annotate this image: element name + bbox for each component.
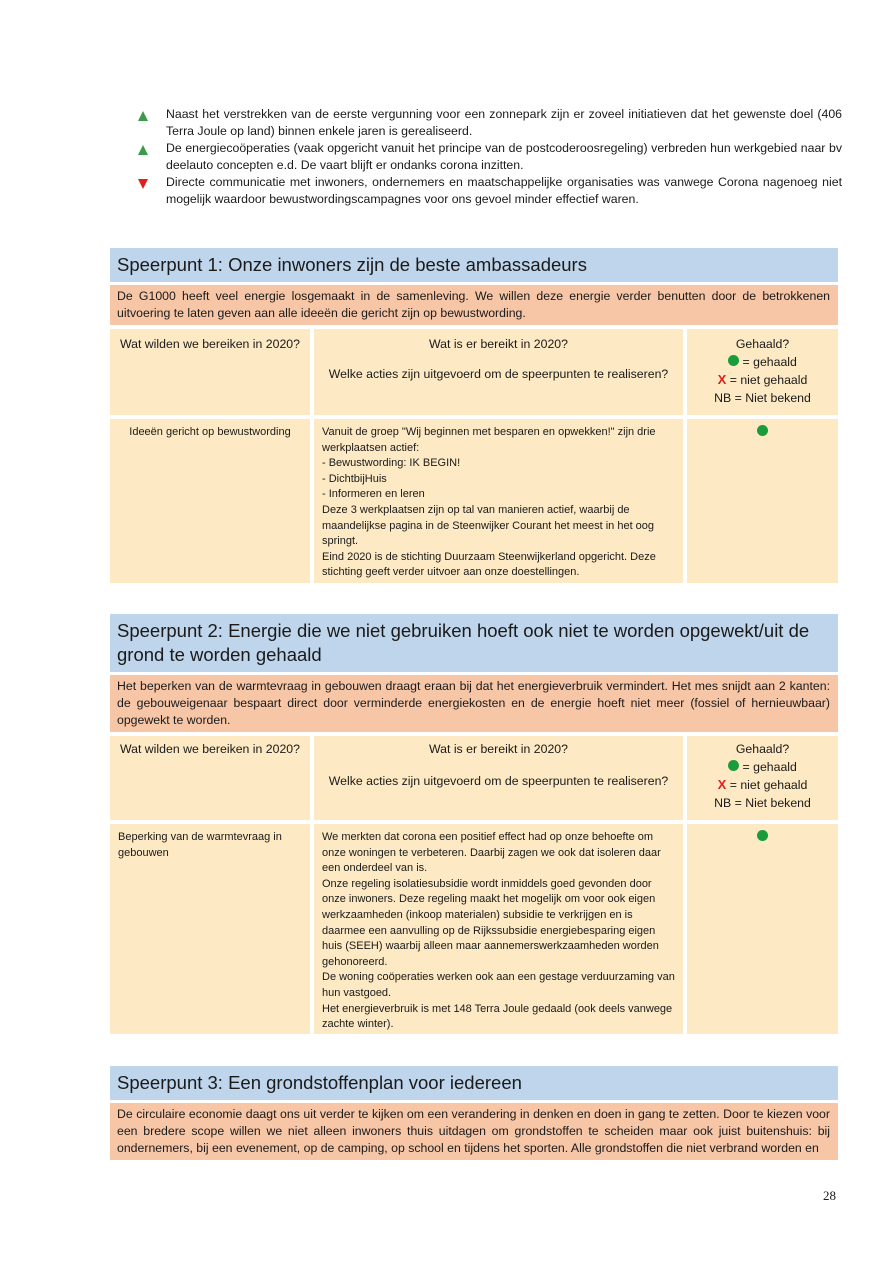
speerpunt-3-intro: De circulaire economie daagt ons uit verder te kijken om een verandering in denken en doen in gang te zetten. Door te kiezen voor een bredere scope willen we niet alleen inwoners thuis uitdagen om grondstoffen te scheiden maar ook juist buitenshuis: bij ondernemers, bij een evenement, op de camping, op school en tijdens het sporten. Alle grondstoffen die niet verbrand worden en [110, 1103, 838, 1160]
header-actions-label: Welke acties zijn uitgevoerd om de speerpunten te realiseren? [328, 367, 669, 381]
achieved-line: - Informeren en leren [322, 488, 425, 501]
red-x-icon: X [717, 372, 727, 387]
bullet-item [136, 106, 842, 140]
legend-achieved: = gehaald [687, 758, 838, 776]
achieved-line: - DichtbijHuis [322, 472, 387, 485]
speerpunt-1-table [110, 329, 838, 583]
legend-not-achieved: X = niet gehaald [717, 777, 808, 792]
bullet-item [136, 174, 842, 208]
header-status [687, 329, 838, 415]
speerpunt-3-section [110, 1066, 838, 1160]
header-goal-label: Wat wilden we bereiken in 2020? [119, 742, 300, 756]
triangle-up-icon [138, 111, 148, 121]
goal-cell [110, 419, 310, 583]
header-status [687, 736, 838, 820]
status-cell [687, 419, 838, 583]
header-goal-label: Wat wilden we bereiken in 2020? [119, 337, 300, 351]
speerpunt-2-table [110, 736, 838, 1034]
header-actions-label: Welke acties zijn uitgevoerd om de speerpunten te realiseren? [328, 774, 669, 788]
header-achieved-label: Wat is er bereikt in 2020? [429, 337, 568, 351]
green-dot-icon [757, 425, 768, 436]
bullet-text: Directe communicatie met inwoners, ondernemers en maatschappelijke organisaties was vanwege Corona nagenoeg niet mogelijk waardoor bewustwordingscampagnes voor ons gevoel minder effectief waren. [166, 175, 842, 206]
achieved-line: Het energieverbruik is met 148 Terra Joule gedaald (ook deels vanwege zachte winter). [322, 1002, 673, 1031]
header-goal [110, 329, 310, 415]
speerpunt-3-title: Speerpunt 3: Een grondstoffenplan voor iedereen [110, 1066, 838, 1100]
speerpunt-2-intro: Het beperken van de warmtevraag in gebouwen draagt eraan bij dat het energieverbruik vermindert. Het mes snijdt aan 2 kanten: de gebouweigenaar bespaart direct door verminderde energiekosten en de energie hoeft niet meer (fossiel of hernieuwbaar) opgewekt te worden. [110, 675, 838, 732]
page-number: 28 [823, 1188, 836, 1203]
header-achieved [314, 736, 683, 820]
red-x-icon: X [717, 777, 727, 792]
legend-achieved: = gehaald [687, 353, 838, 371]
bullet-list [136, 106, 842, 208]
header-achieved-label: Wat is er bereikt in 2020? [429, 742, 568, 756]
achieved-line: Deze 3 werkplaatsen zijn op tal van manieren actief, waarbij de maandelijkse pagina in de Steenwijker Courant het meest in het oog springt. [322, 503, 655, 548]
achieved-cell [314, 419, 683, 583]
goal-cell [110, 824, 310, 1034]
achieved-line: Eind 2020 is de stichting Duurzaam Steenwijkerland opgericht. Deze stichting geeft verder uitvoer aan onze doestellingen. [322, 550, 656, 579]
achieved-line: We merkten dat corona een positief effect had op onze behoefte om onze woningen te verbeteren. Daarbij zagen we ook dat isoleren daar een onderdeel van is. [322, 831, 661, 875]
achieved-line: Onze regeling isolatiesubsidie wordt inmiddels goed gevonden door onze inwoners. Deze regeling maakt het mogelijk om voor ook eigen werkzaamheden (inkoop materialen) subsidie te verkrijgen en is daarmee een aanvulling op de Rijkssubsidie energiebesparing eigen huis (SEEH) waarbij alleen maar aannemerswerkzaamheden worden gehonoreerd. [322, 877, 659, 968]
status-cell [687, 824, 838, 1034]
bullet-text: Naast het verstrekken van de eerste vergunning voor een zonnepark zijn er zoveel initiatieven dat het gewenste doel (406 Terra Joule op land) binnen enkele jaren is gerealiseerd. [166, 107, 842, 138]
speerpunt-1-intro: De G1000 heeft veel energie losgemaakt in de samenleving. We willen deze energie verder benutten door de betrokkenen uitvoering te laten geven aan alle ideeën die gericht zijn op bewustwording. [110, 285, 838, 325]
legend-not-achieved: X = niet gehaald [717, 372, 808, 387]
achieved-cell [314, 824, 683, 1034]
goal-text: Beperking van de warmtevraag in gebouwen [118, 831, 282, 859]
triangle-up-icon [138, 145, 148, 155]
header-achieved [314, 329, 683, 415]
green-dot-icon [728, 760, 739, 771]
speerpunt-1-title: Speerpunt 1: Onze inwoners zijn de beste ambassadeurs [110, 248, 838, 282]
achieved-line: De woning coöperaties werken ook aan een gestage verduurzaming van hun vastgoed. [322, 971, 675, 999]
achieved-line: - Bewustwording: IK BEGIN! [322, 457, 461, 470]
bullet-item [136, 140, 842, 174]
speerpunt-2-title: Speerpunt 2: Energie die we niet gebruiken hoeft ook niet te worden opgewekt/uit de grond te worden gehaald [110, 614, 838, 672]
triangle-down-icon [138, 179, 148, 189]
green-dot-icon [728, 355, 739, 366]
green-dot-icon [757, 830, 768, 841]
legend-unknown: NB = Niet bekend [714, 796, 811, 810]
goal-text: Ideeën gericht op bewustwording [129, 426, 291, 438]
header-status-label: Gehaald? [735, 742, 790, 756]
header-goal [110, 736, 310, 820]
bullet-text: De energiecoöperaties (vaak opgericht vanuit het principe van de postcoderoosregeling) verbreden hun werkgebied naar bv deelauto concepten e.d. De vaart blijft er ondanks corona inzitten. [166, 141, 842, 172]
achieved-line: Vanuit de groep "Wij beginnen met besparen en opwekken!" zijn drie werkplaatsen actief: [322, 426, 656, 454]
header-status-label: Gehaald? [735, 337, 790, 351]
legend-unknown: NB = Niet bekend [714, 391, 811, 405]
speerpunt-2-section [110, 614, 838, 1034]
speerpunt-1-section [110, 248, 838, 583]
